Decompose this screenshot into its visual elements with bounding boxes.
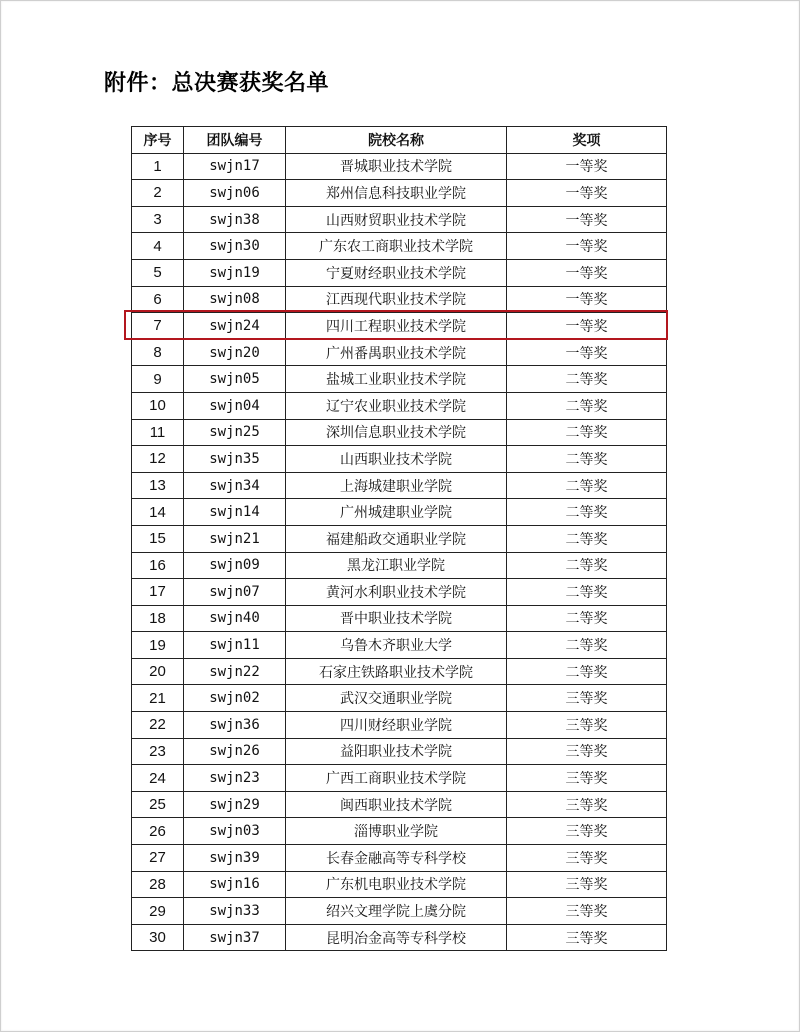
cell-team-id: swjn05 — [184, 366, 286, 393]
cell-serial-number: 12 — [132, 446, 184, 473]
cell-award: 二等奖 — [507, 366, 667, 393]
cell-award: 三等奖 — [507, 818, 667, 845]
table-row — [132, 259, 667, 286]
table-row — [132, 924, 667, 951]
cell-award: 一等奖 — [507, 286, 667, 313]
cell-school-name: 山西职业技术学院 — [286, 446, 507, 473]
cell-serial-number: 5 — [132, 259, 184, 286]
cell-team-id: swjn19 — [184, 259, 286, 286]
cell-team-id: swjn36 — [184, 712, 286, 739]
cell-school-name: 石家庄铁路职业技术学院 — [286, 658, 507, 685]
table-row — [132, 392, 667, 419]
cell-school-name: 武汉交通职业学院 — [286, 685, 507, 712]
cell-serial-number: 24 — [132, 765, 184, 792]
table-row — [132, 446, 667, 473]
cell-school-name: 盐城工业职业技术学院 — [286, 366, 507, 393]
cell-school-name: 郑州信息科技职业学院 — [286, 180, 507, 207]
table-row — [132, 605, 667, 632]
cell-team-id: swjn23 — [184, 765, 286, 792]
cell-serial-number: 18 — [132, 605, 184, 632]
table-row — [132, 791, 667, 818]
cell-serial-number: 4 — [132, 233, 184, 260]
cell-school-name: 福建船政交通职业学院 — [286, 525, 507, 552]
cell-award: 三等奖 — [507, 738, 667, 765]
table-row — [132, 313, 667, 340]
cell-serial-number: 10 — [132, 392, 184, 419]
header-award: 奖项 — [507, 127, 667, 154]
cell-award: 三等奖 — [507, 845, 667, 872]
table-row — [132, 153, 667, 180]
cell-serial-number: 9 — [132, 366, 184, 393]
table-row — [132, 765, 667, 792]
cell-school-name: 四川财经职业学院 — [286, 712, 507, 739]
cell-school-name: 广州城建职业学院 — [286, 499, 507, 526]
cell-school-name: 黄河水利职业技术学院 — [286, 579, 507, 606]
cell-school-name: 晋城职业技术学院 — [286, 153, 507, 180]
cell-award: 一等奖 — [507, 233, 667, 260]
table-body — [132, 153, 667, 951]
cell-serial-number: 29 — [132, 898, 184, 925]
table-row — [132, 818, 667, 845]
cell-award: 一等奖 — [507, 206, 667, 233]
cell-team-id: swjn02 — [184, 685, 286, 712]
cell-serial-number: 17 — [132, 579, 184, 606]
cell-school-name: 四川工程职业技术学院 — [286, 313, 507, 340]
cell-award: 一等奖 — [507, 180, 667, 207]
cell-award: 二等奖 — [507, 446, 667, 473]
cell-serial-number: 26 — [132, 818, 184, 845]
cell-school-name: 长春金融高等专科学校 — [286, 845, 507, 872]
cell-team-id: swjn34 — [184, 472, 286, 499]
cell-serial-number: 1 — [132, 153, 184, 180]
cell-school-name: 广东机电职业技术学院 — [286, 871, 507, 898]
cell-team-id: swjn40 — [184, 605, 286, 632]
cell-team-id: swjn33 — [184, 898, 286, 925]
cell-school-name: 昆明冶金高等专科学校 — [286, 924, 507, 951]
cell-team-id: swjn20 — [184, 339, 286, 366]
cell-school-name: 广东农工商职业技术学院 — [286, 233, 507, 260]
cell-team-id: swjn38 — [184, 206, 286, 233]
cell-serial-number: 30 — [132, 924, 184, 951]
cell-award: 二等奖 — [507, 419, 667, 446]
table-row — [132, 712, 667, 739]
cell-team-id: swjn39 — [184, 845, 286, 872]
cell-award: 二等奖 — [507, 392, 667, 419]
cell-award: 三等奖 — [507, 685, 667, 712]
cell-team-id: swjn30 — [184, 233, 286, 260]
cell-serial-number: 20 — [132, 658, 184, 685]
table-row — [132, 366, 667, 393]
cell-serial-number: 15 — [132, 525, 184, 552]
cell-award: 二等奖 — [507, 472, 667, 499]
table-row — [132, 206, 667, 233]
cell-team-id: swjn09 — [184, 552, 286, 579]
cell-team-id: swjn16 — [184, 871, 286, 898]
table-row — [132, 685, 667, 712]
cell-school-name: 乌鲁木齐职业大学 — [286, 632, 507, 659]
award-table — [131, 126, 667, 951]
cell-school-name: 上海城建职业学院 — [286, 472, 507, 499]
table-row — [132, 738, 667, 765]
cell-school-name: 黑龙江职业学院 — [286, 552, 507, 579]
cell-school-name: 晋中职业技术学院 — [286, 605, 507, 632]
cell-school-name: 深圳信息职业技术学院 — [286, 419, 507, 446]
cell-serial-number: 27 — [132, 845, 184, 872]
cell-team-id: swjn08 — [184, 286, 286, 313]
table-row — [132, 632, 667, 659]
cell-school-name: 益阳职业技术学院 — [286, 738, 507, 765]
cell-award: 一等奖 — [507, 313, 667, 340]
cell-award: 一等奖 — [507, 339, 667, 366]
table-header-row — [132, 127, 667, 154]
cell-school-name: 淄博职业学院 — [286, 818, 507, 845]
cell-serial-number: 11 — [132, 419, 184, 446]
cell-team-id: swjn35 — [184, 446, 286, 473]
cell-award: 三等奖 — [507, 712, 667, 739]
table-row — [132, 552, 667, 579]
cell-team-id: swjn25 — [184, 419, 286, 446]
header-school-name: 院校名称 — [286, 127, 507, 154]
cell-serial-number: 21 — [132, 685, 184, 712]
table-row — [132, 472, 667, 499]
cell-serial-number: 25 — [132, 791, 184, 818]
cell-school-name: 辽宁农业职业技术学院 — [286, 392, 507, 419]
cell-team-id: swjn07 — [184, 579, 286, 606]
cell-team-id: swjn22 — [184, 658, 286, 685]
table-row — [132, 898, 667, 925]
cell-award: 二等奖 — [507, 499, 667, 526]
cell-serial-number: 28 — [132, 871, 184, 898]
table-row — [132, 233, 667, 260]
cell-team-id: swjn37 — [184, 924, 286, 951]
cell-serial-number: 2 — [132, 180, 184, 207]
cell-serial-number: 23 — [132, 738, 184, 765]
cell-award: 一等奖 — [507, 259, 667, 286]
cell-serial-number: 16 — [132, 552, 184, 579]
cell-team-id: swjn26 — [184, 738, 286, 765]
cell-school-name: 广州番禺职业技术学院 — [286, 339, 507, 366]
cell-school-name: 山西财贸职业技术学院 — [286, 206, 507, 233]
cell-team-id: swjn14 — [184, 499, 286, 526]
table-row — [132, 499, 667, 526]
cell-team-id: swjn24 — [184, 313, 286, 340]
cell-team-id: swjn21 — [184, 525, 286, 552]
document-title: 附件：总决赛获奖名单 — [104, 71, 330, 96]
cell-award: 二等奖 — [507, 579, 667, 606]
table-row — [132, 339, 667, 366]
cell-award: 二等奖 — [507, 605, 667, 632]
cell-school-name: 江西现代职业技术学院 — [286, 286, 507, 313]
cell-team-id: swjn03 — [184, 818, 286, 845]
table-row — [132, 871, 667, 898]
cell-serial-number: 7 — [132, 313, 184, 340]
cell-team-id: swjn17 — [184, 153, 286, 180]
cell-serial-number: 3 — [132, 206, 184, 233]
table-row — [132, 525, 667, 552]
cell-award: 二等奖 — [507, 658, 667, 685]
cell-team-id: swjn29 — [184, 791, 286, 818]
cell-award: 三等奖 — [507, 791, 667, 818]
table-row — [132, 286, 667, 313]
cell-award: 三等奖 — [507, 871, 667, 898]
header-team-id: 团队编号 — [184, 127, 286, 154]
cell-award: 三等奖 — [507, 898, 667, 925]
header-serial-number: 序号 — [132, 127, 184, 154]
table-row — [132, 180, 667, 207]
cell-team-id: swjn04 — [184, 392, 286, 419]
table-row — [132, 579, 667, 606]
table-row — [132, 845, 667, 872]
cell-serial-number: 8 — [132, 339, 184, 366]
cell-serial-number: 14 — [132, 499, 184, 526]
cell-award: 二等奖 — [507, 632, 667, 659]
table-row — [132, 658, 667, 685]
cell-team-id: swjn11 — [184, 632, 286, 659]
cell-serial-number: 6 — [132, 286, 184, 313]
cell-school-name: 绍兴文理学院上虞分院 — [286, 898, 507, 925]
cell-award: 三等奖 — [507, 924, 667, 951]
cell-serial-number: 22 — [132, 712, 184, 739]
cell-school-name: 宁夏财经职业技术学院 — [286, 259, 507, 286]
cell-school-name: 闽西职业技术学院 — [286, 791, 507, 818]
cell-team-id: swjn06 — [184, 180, 286, 207]
cell-school-name: 广西工商职业技术学院 — [286, 765, 507, 792]
cell-award: 一等奖 — [507, 153, 667, 180]
table-row — [132, 419, 667, 446]
cell-serial-number: 13 — [132, 472, 184, 499]
cell-award: 三等奖 — [507, 765, 667, 792]
cell-award: 二等奖 — [507, 552, 667, 579]
cell-serial-number: 19 — [132, 632, 184, 659]
cell-award: 二等奖 — [507, 525, 667, 552]
